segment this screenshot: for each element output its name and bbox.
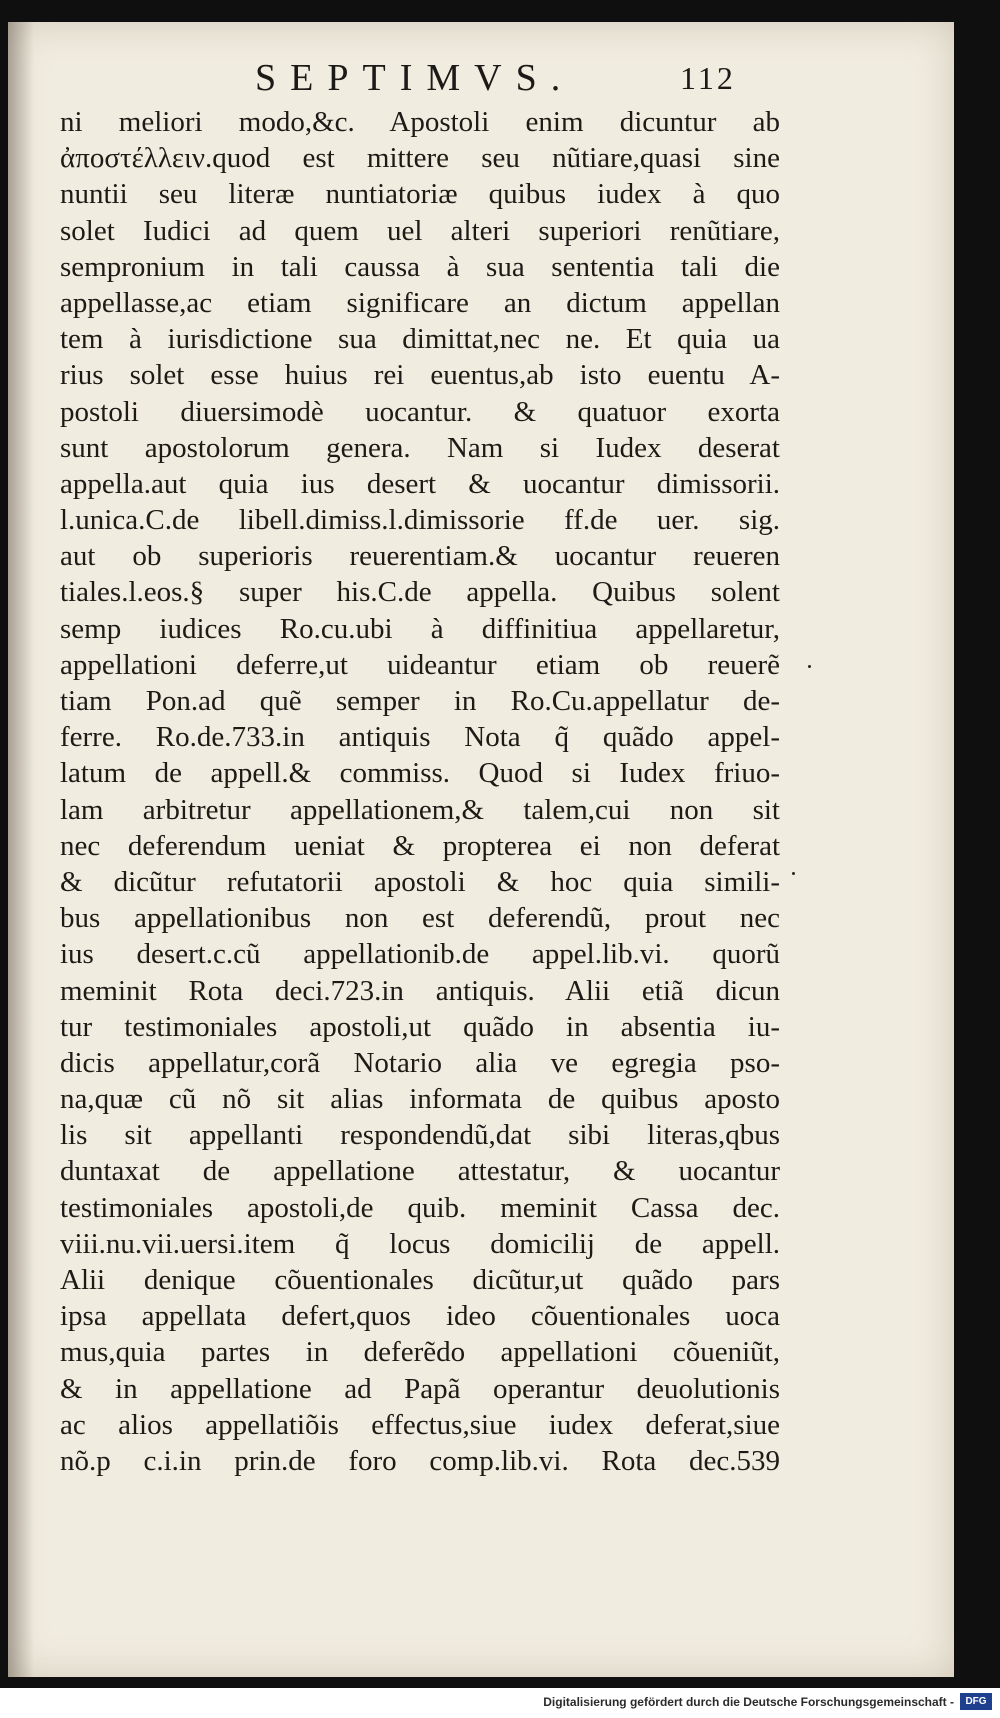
text-line: latum de appell.& commiss. Quod si Iudex friuo- bbox=[60, 757, 780, 790]
text-line: appellationi deferre,ut uideantur etiam ob reuerẽ bbox=[60, 648, 780, 681]
text-line: ac alios appellatiõis effectus,siue iudex deferat,siue bbox=[60, 1408, 780, 1441]
text-line: Alii denique cõuentionales dicũtur,ut quãdo pars bbox=[60, 1264, 780, 1296]
text-line: mus,quia partes in deferẽdo appellationi cõueniũt, bbox=[60, 1336, 780, 1369]
text-line: aut ob superioris reuerentiam.& uocantur reueren bbox=[60, 540, 780, 573]
text-line: & dicũtur refutatorii apostoli & hoc quia simili- bbox=[60, 865, 780, 898]
text-line: dicis appellatur,corã Notario alia ve egregia pso- bbox=[60, 1046, 780, 1079]
text-line: appella.aut quia ius desert & uocantur dimissorii. bbox=[60, 467, 780, 500]
ink-speck bbox=[808, 665, 811, 668]
text-line: ipsa appellata defert,quos ideo cõuentionales uoca bbox=[60, 1300, 780, 1333]
text-line: viii.nu.vii.uersi.item q̃ locus domicilij de appell. bbox=[60, 1227, 780, 1260]
text-line: l.unica.C.de libell.dimiss.l.dimissorie ff.de uer. sig. bbox=[60, 504, 780, 537]
text-line: postoli diuersimodè uocantur. & quatuor exorta bbox=[60, 395, 780, 428]
text-line: tiales.l.eos.§ super his.C.de appella. Quibus solent bbox=[60, 576, 780, 609]
text-line: testimoniales apostoli,de quib. meminit Cassa dec. bbox=[60, 1191, 780, 1224]
text-line: sempronium in tali caussa à sua sententia tali die bbox=[60, 250, 780, 283]
text-line: tur testimoniales apostoli,ut quãdo in absentia iu- bbox=[60, 1010, 780, 1043]
text-line: ἀποστέλλειν.quod est mittere seu nũtiare,quasi sine bbox=[60, 142, 780, 175]
digitization-footer bbox=[0, 1688, 1000, 1718]
text-line: ius desert.c.cũ appellationib.de appel.lib.vi. quorũ bbox=[60, 938, 780, 971]
ink-speck bbox=[792, 872, 795, 875]
dfg-logo: DFG bbox=[960, 1693, 992, 1710]
text-line: bus appellationibus non est deferendũ, prout nec bbox=[60, 902, 780, 935]
body-text bbox=[60, 104, 780, 1479]
text-line: appellasse,ac etiam significare an dictum appellan bbox=[60, 286, 780, 319]
text-line: sunt apostolorum genera. Nam si Iudex deserat bbox=[60, 431, 780, 464]
text-line: duntaxat de appellatione attestatur, & uocantur bbox=[60, 1155, 780, 1188]
text-line: nõ.p c.i.in prin.de foro comp.lib.vi. Rota dec.539 bbox=[60, 1444, 780, 1477]
funding-credit: Digitalisierung gefördert durch die Deutsche Forschungsgemeinschaft - bbox=[543, 1695, 954, 1709]
text-line: tiam Pon.ad quẽ semper in Ro.Cu.appellatur de- bbox=[60, 685, 780, 717]
gutter-shadow bbox=[8, 22, 34, 1677]
text-line: ni meliori modo,&c. Apostoli enim dicuntur ab bbox=[60, 106, 780, 138]
text-line: & in appellatione ad Papã operantur deuolutionis bbox=[60, 1372, 780, 1405]
text-line: semp iudices Ro.cu.ubi à diffinitiua appellaretur, bbox=[60, 612, 780, 645]
text-line: na,quæ cũ nõ sit alias informata de quibus aposto bbox=[60, 1083, 780, 1116]
text-line: lam arbitretur appellationem,& talem,cui non sit bbox=[60, 793, 780, 826]
text-line: tem à iurisdictione sua dimittat,nec ne. Et quia ua bbox=[60, 323, 780, 356]
text-line: lis sit appellanti respondendũ,dat sibi literas,qbus bbox=[60, 1119, 780, 1152]
text-line: meminit Rota deci.723.in antiquis. Alii etiã dicun bbox=[60, 974, 780, 1007]
running-title: SEPTIMVS. bbox=[255, 57, 575, 99]
text-line: nec deferendum ueniat & propterea ei non deferat bbox=[60, 829, 780, 862]
text-line: nuntii seu literæ nuntiatoriæ quibus iudex à quo bbox=[60, 178, 780, 211]
text-line: ferre. Ro.de.733.in antiquis Nota q̃ quãdo appel- bbox=[60, 721, 780, 754]
text-line: rius solet esse huius rei euentus,ab isto euentu A- bbox=[60, 359, 780, 392]
text-line: solet Iudici ad quem uel alteri superiori renũtiare, bbox=[60, 214, 780, 247]
page-number: 112 bbox=[680, 60, 736, 96]
page-header bbox=[60, 56, 760, 102]
